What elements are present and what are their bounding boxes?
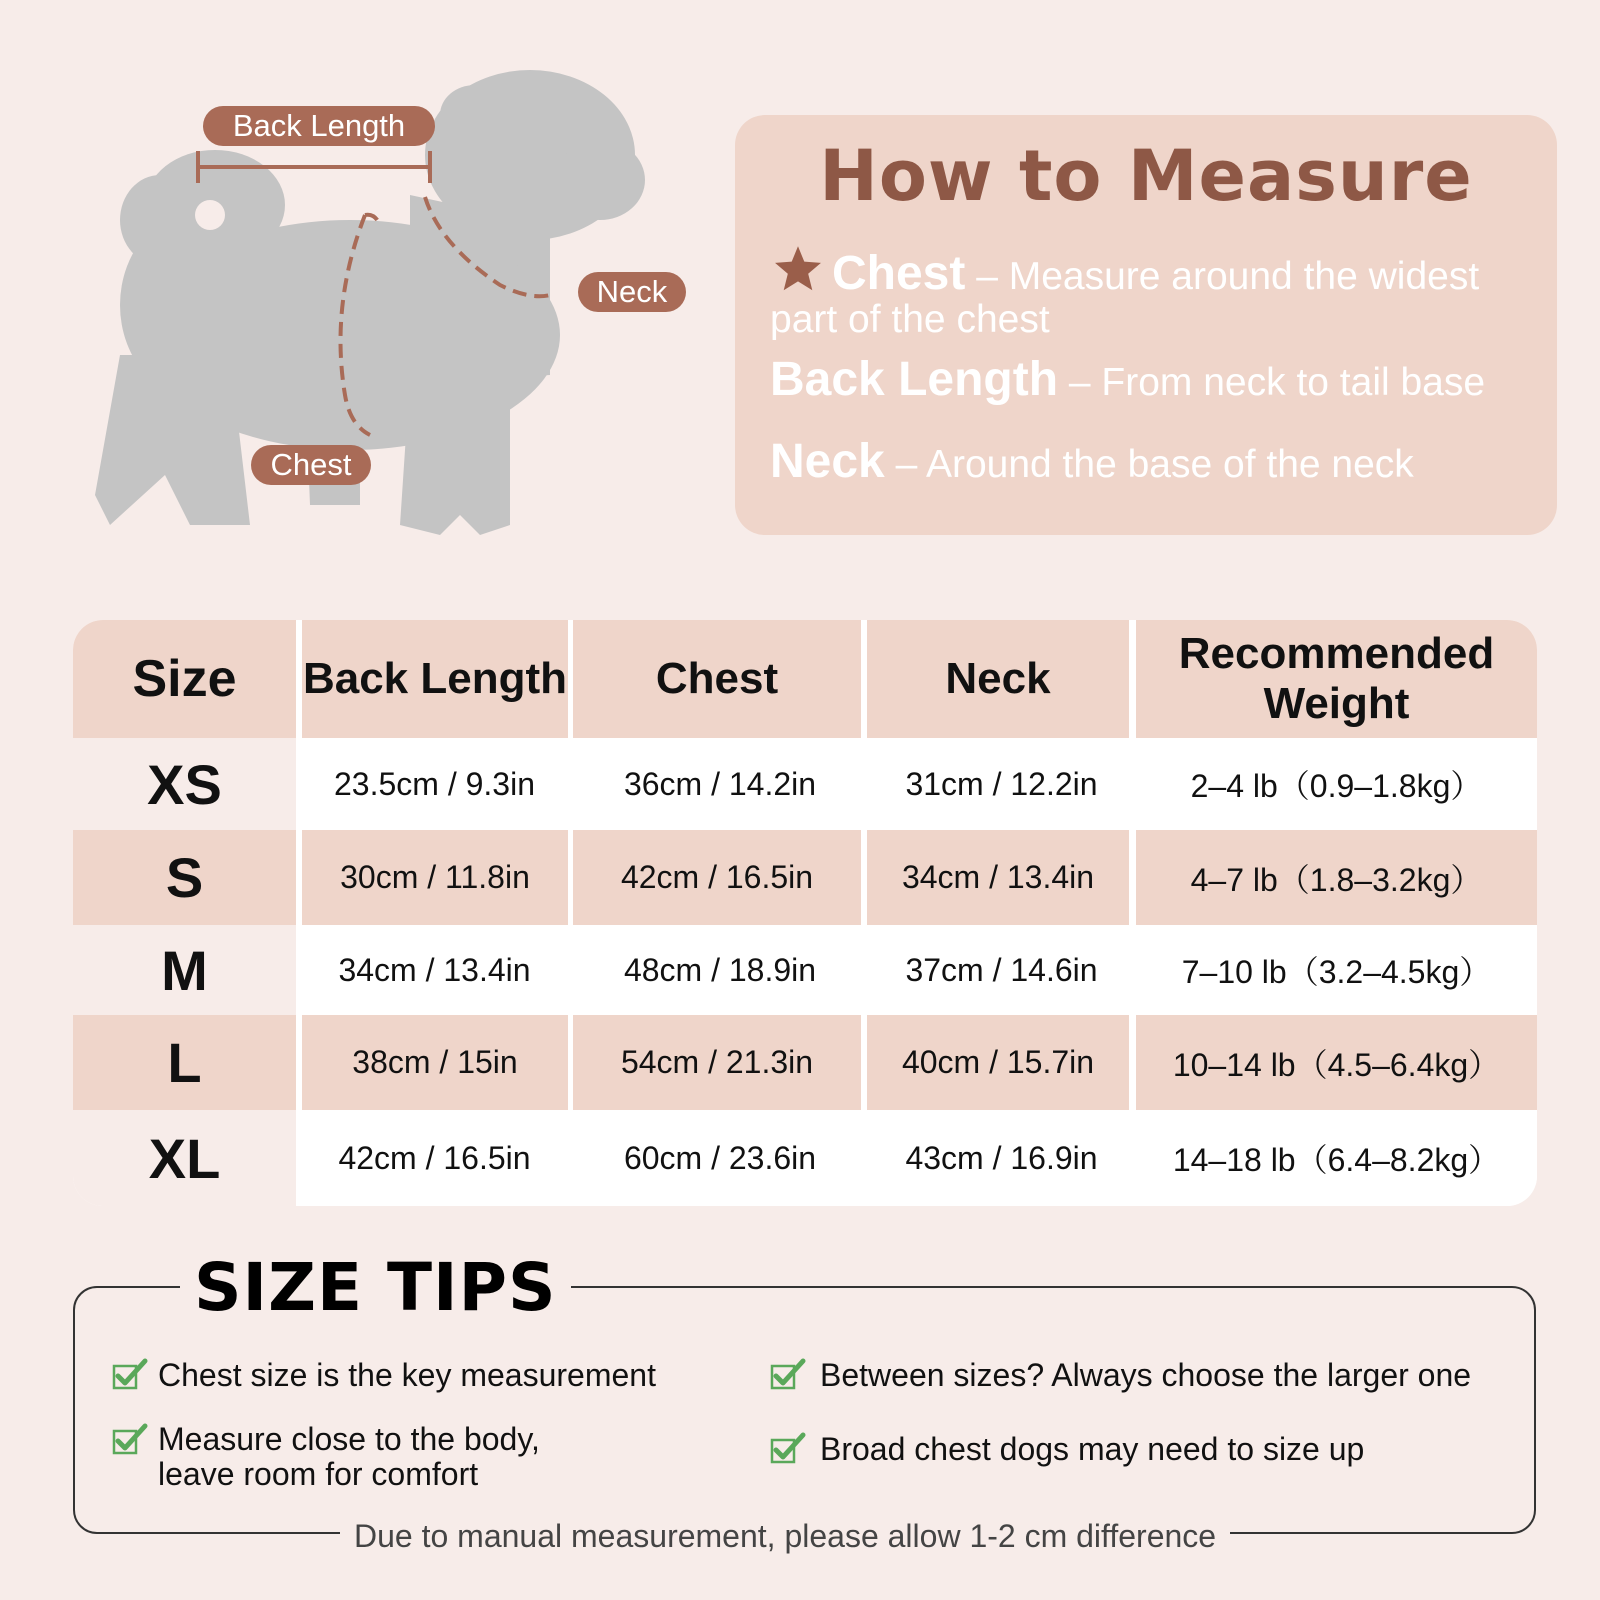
- table-header-chest: Chest: [573, 620, 861, 738]
- table-cell: 30cm / 11.8in: [302, 830, 568, 925]
- table-cell: 42cm / 16.5in: [573, 830, 861, 925]
- table-cell: 23.5cm / 9.3in: [296, 738, 573, 830]
- table-cell: 37cm / 14.6in: [867, 925, 1136, 1015]
- check-icon: [112, 1423, 148, 1455]
- table-cell: 40cm / 15.7in: [867, 1015, 1129, 1110]
- size-tips-title: SIZE TIPS: [180, 1248, 571, 1328]
- table-cell: 7–10 lb（3.2–4.5kg）: [1136, 925, 1537, 1015]
- measure-desc: part of the chest: [770, 298, 1050, 341]
- table-cell: 38cm / 15in: [302, 1015, 568, 1110]
- table-cell-size: XS: [73, 738, 296, 830]
- table-cell: 14–18 lb（6.4–8.2kg）: [1136, 1110, 1537, 1206]
- measure-term: Neck: [770, 435, 885, 488]
- table-cell-size: XL: [73, 1110, 296, 1206]
- table-cell: 2–4 lb（0.9–1.8kg）: [1136, 738, 1537, 830]
- measure-desc: – Around the base of the neck: [884, 443, 1414, 486]
- neck-label: Neck: [578, 272, 686, 312]
- table-header-size: Size: [73, 620, 296, 738]
- table-header-back-length: Back Length: [302, 620, 568, 738]
- tip-item: Chest size is the key measurement: [158, 1357, 656, 1393]
- measure-desc: – Measure around the widest: [965, 255, 1480, 298]
- tip-item: Between sizes? Always choose the larger one: [820, 1357, 1472, 1393]
- table-cell: 43cm / 16.9in: [867, 1110, 1136, 1206]
- table-cell-size: L: [73, 1015, 296, 1110]
- table-cell: 34cm / 13.4in: [867, 830, 1129, 925]
- table-header-weight: Recommended Weight: [1136, 620, 1537, 738]
- table-cell: 54cm / 21.3in: [573, 1015, 861, 1110]
- how-to-measure-card: [735, 115, 1557, 535]
- table-cell: 36cm / 14.2in: [573, 738, 867, 830]
- table-header-neck: Neck: [867, 620, 1129, 738]
- tail-highlight: [195, 200, 225, 230]
- back-length-label: Back Length: [203, 106, 435, 146]
- table-cell-size: M: [73, 925, 296, 1015]
- tip-item: Measure close to the body,: [158, 1421, 540, 1457]
- table-divider: [1129, 620, 1136, 1206]
- measure-term: Chest: [832, 247, 966, 300]
- check-icon: [770, 1432, 806, 1464]
- size-chart-table: [73, 620, 1537, 1206]
- check-icon: [770, 1358, 806, 1390]
- tip-item-cont: leave room for comfort: [158, 1456, 479, 1492]
- measure-chest-desc-cont: [770, 295, 1050, 345]
- tip-item: Broad chest dogs may need to size up: [820, 1431, 1365, 1467]
- measure-desc: – From neck to tail base: [1058, 361, 1486, 404]
- table-divider: [861, 620, 867, 1206]
- table-cell: 60cm / 23.6in: [573, 1110, 867, 1206]
- measure-back-length: [770, 355, 1485, 408]
- table-divider: [296, 620, 302, 1206]
- star-icon: [770, 243, 826, 295]
- table-cell: 31cm / 12.2in: [867, 738, 1136, 830]
- table-cell: 34cm / 13.4in: [296, 925, 573, 1015]
- table-cell: 48cm / 18.9in: [573, 925, 867, 1015]
- table-divider: [568, 620, 573, 1206]
- table-cell-size: S: [73, 830, 296, 925]
- table-cell: 10–14 lb（4.5–6.4kg）: [1136, 1015, 1537, 1110]
- measure-term: Back Length: [770, 353, 1059, 406]
- check-icon: [112, 1358, 148, 1390]
- table-cell: 4–7 lb（1.8–3.2kg）: [1136, 830, 1537, 925]
- table-cell: 42cm / 16.5in: [296, 1110, 573, 1206]
- measure-title: How to Measure: [819, 135, 1473, 217]
- measure-neck: [770, 437, 1414, 490]
- measure-chest: [770, 243, 1479, 302]
- chest-label: Chest: [251, 445, 371, 485]
- footer-note: Due to manual measurement, please allow 1-2 cm difference: [340, 1512, 1230, 1560]
